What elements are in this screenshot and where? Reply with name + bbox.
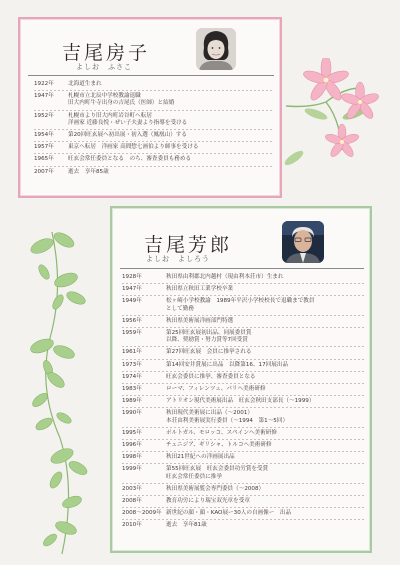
timeline-event: 第25回旺玄展初出品、同展委員賞 以降、奨励賞・努力賞等7回受賞 (166, 330, 252, 344)
timeline-event: 新世紀の顔・顔・KAO展ー30人の自画像ー 出品 (166, 510, 292, 517)
timeline-year: 1961年 (122, 349, 142, 356)
timeline-year: 1947年 (122, 286, 142, 293)
timeline-event: 第55回旺玄展 旺玄会委員功労賞を受賞 旺玄会常任委員に推挙 (166, 466, 269, 480)
timeline-event: 秋田現代美術展に出品（〜2001） 本荘由利美術展実行委員（〜1994 第1〜5回） (166, 410, 289, 424)
timeline-event: 東京へ転居 洋画家 高間惣七画伯より師事を受ける (68, 144, 199, 151)
timeline-row (122, 410, 366, 424)
header-divider (28, 75, 274, 76)
portrait-photo (282, 221, 324, 263)
timeline-event: 第27回旺玄展 会員に推挙される (166, 349, 252, 356)
timeline-event: 秋田県美術展覧会専門委員（〜2008） (166, 485, 265, 492)
header-divider (120, 268, 364, 269)
timeline-event: 第14回安井賞展に出品 以降第16、17回展出品 (166, 361, 289, 368)
timeline-event: 第20回旺玄展へ初出展・初入選（鳳凰山）する (68, 132, 187, 139)
timeline-year: 1947年 (34, 93, 54, 100)
timeline-row (122, 466, 366, 480)
timeline-row (122, 330, 366, 344)
timeline-year: 1990年 (122, 410, 142, 417)
person-name-reading: よしお よしろう (146, 255, 210, 263)
timeline-event: ポルトガル、モロッコ、スペインへ美術研修 (166, 429, 277, 436)
timeline-fusako (34, 81, 274, 176)
person-name: 吉尾房子 (62, 42, 151, 64)
timeline-event: 北海道生まれ (68, 81, 102, 87)
timeline-row (122, 374, 366, 381)
timeline-event: 旺玄会常任委員となる のち、審査委員も務める (68, 156, 192, 163)
timeline-row (122, 349, 366, 356)
timeline-row (34, 156, 274, 163)
timeline-row (34, 93, 274, 107)
timeline-year: 1957年 (34, 144, 54, 151)
timeline-event: 逝去 享年85歳 (68, 168, 109, 175)
timeline-row (122, 510, 366, 517)
timeline-event: 秋田県由利郡北内越村（現由利本荘市）生まれ (166, 274, 284, 280)
timeline-row (122, 386, 366, 393)
timeline-row (122, 486, 366, 493)
timeline-row (122, 430, 366, 437)
portrait-photo (196, 28, 236, 70)
leaf-vine-decoration (20, 228, 100, 558)
timeline-event: 逝去 享年81歳 (166, 522, 207, 529)
timeline-year: 1998年 (122, 454, 142, 461)
timeline-year: 1956年 (122, 317, 142, 324)
timeline-row (122, 362, 366, 369)
timeline-year: 2003年 (122, 485, 142, 492)
timeline-year: 1973年 (122, 361, 142, 368)
timeline-year: 1974年 (122, 373, 142, 380)
timeline-year: 1949年 (122, 298, 142, 305)
timeline-row (122, 442, 366, 449)
timeline-year: 2007年 (34, 168, 54, 175)
timeline-event: 教育功労により瑞宝双光章を受章 (166, 498, 250, 505)
timeline-year: 1954年 (34, 132, 54, 139)
timeline-row (34, 113, 274, 127)
timeline-event: アトリオン現代美術展出品 旺玄会秋田支部長（〜1999） (166, 398, 315, 405)
timeline-year: 1983年 (122, 386, 142, 393)
timeline-event: チュニジア、ギリシャ、トルコへ美術研修 (166, 442, 272, 449)
timeline-row (122, 498, 366, 505)
timeline-year: 1922年 (34, 81, 54, 87)
timeline-year: 2010年 (122, 522, 142, 529)
timeline-event: 札幌市立北辰中学校教諭退職 旧大内町牛寺出身の吉尾氏（医師）と結婚 (68, 93, 175, 107)
timeline-row (122, 318, 366, 325)
timeline-event: 松ヶ崎小学校教諭 1989年平沢小学校校長で退職まで教員 として勤務 (166, 298, 315, 312)
timeline-year: 1989年 (122, 398, 142, 405)
timeline-year: 1928年 (122, 274, 142, 280)
timeline-year: 1965年 (34, 156, 54, 163)
timeline-year: 1995年 (122, 429, 142, 436)
timeline-row (122, 522, 366, 529)
timeline-event: 秋田21世紀への洋画展出品 (166, 454, 235, 461)
timeline-event: 秋田県美術展洋画部門特選 (166, 317, 234, 324)
timeline-year: 1952年 (34, 112, 54, 119)
timeline-row (34, 132, 274, 139)
timeline-event: 旺玄会委員に推挙、審査委員となる (166, 373, 256, 380)
timeline-row (122, 286, 366, 293)
timeline-yoshiro (122, 274, 366, 530)
timeline-row (122, 398, 366, 405)
timeline-row (122, 454, 366, 461)
timeline-row (34, 144, 274, 151)
pink-flower-decoration (280, 58, 398, 178)
person-name-reading: よしお ふさこ (76, 63, 132, 71)
timeline-year: 1996年 (122, 442, 142, 449)
timeline-year: 2008年 (122, 498, 142, 505)
timeline-row (34, 169, 274, 176)
timeline-year: 2008〜2009年 (122, 510, 162, 517)
timeline-event: 札幌市より旧大内町岩谷町へ転居 洋画家 近藤良悦・ぜい子夫妻より指導を受ける (68, 112, 188, 126)
timeline-event: 秋田県立秋田工業学校卒業 (166, 286, 234, 293)
timeline-year: 1959年 (122, 330, 142, 337)
person-name: 吉尾芳郎 (144, 234, 233, 256)
timeline-row (122, 274, 366, 281)
timeline-row (122, 298, 366, 312)
timeline-row (34, 81, 274, 88)
profile-card-yoshiro (110, 206, 372, 553)
timeline-event: ローマ、フィレンツェ、パリへ美術研修 (166, 386, 266, 393)
profile-card-fusako (18, 17, 282, 198)
timeline-year: 1999年 (122, 466, 142, 473)
